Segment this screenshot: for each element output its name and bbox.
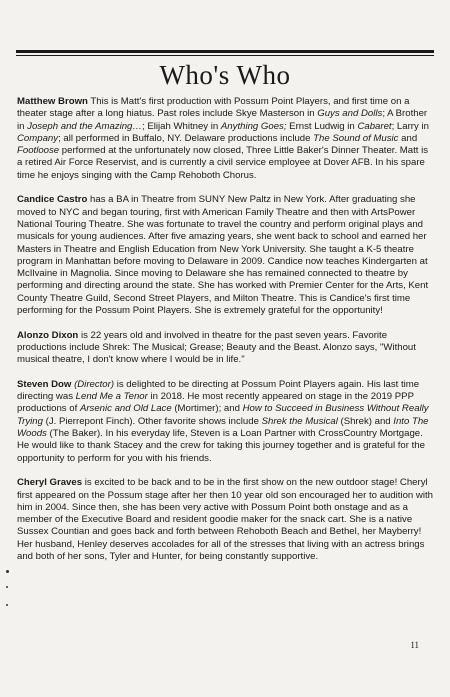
bio-text: (Mortimer); and (171, 403, 243, 415)
bio-name: Matthew Brown (17, 96, 88, 107)
bio-text: (The Baker). In his everyday life, Steven is a Loan Partner with CrossCountry Mortgage. He would like to thank Stacey and the crew for taking this journey together and is grateful for the opportunity to perform for you with his friends. (17, 428, 425, 464)
margin-dot (6, 604, 8, 606)
bio-text: This is Matt's first production with Possum Point Players, and first time on a theater stage after a long hiatus. Past roles include Skye Masterson in (17, 96, 410, 120)
bio-title-italic: Anything Goes; (220, 120, 287, 132)
bio-text: in 2018. He most recently appeared on stage in the 2019 PPP productions of (17, 391, 414, 415)
page-number: 11 (410, 640, 419, 650)
bio-text: is 22 years old and involved in theatre for the past seven years. Favorite productions include Shrek: The Musical; Grease; Beauty and the Beast. Alonzo says, "Without musical theatre, I don't know where I would be in life." (17, 329, 416, 366)
bio-text: ; A Brother in (17, 108, 428, 132)
bio-name: Candice Castro (17, 194, 88, 206)
bio-text: is delighted to be directing at Possum Point Players again. His last time directing was (17, 378, 420, 403)
bio-title-italic: The Sound of Music (313, 132, 399, 144)
bio-title-italic: Company (17, 132, 59, 144)
bio-text: (J. Pierrepont Finch). Other favorite shows include (42, 415, 262, 427)
bio-entry (17, 194, 435, 317)
bio-title-italic: Shrek the Musical (261, 415, 338, 427)
bio-title-italic: How to Succeed in Business Without Really Trying (17, 403, 429, 427)
margin-dot (6, 570, 9, 573)
bio-text: ; Elijah Whitney in (141, 120, 221, 132)
bio-title-italic: Guys and Dolls (317, 108, 383, 120)
bio-entry (17, 477, 435, 563)
bio-name: Alonzo Dixon (17, 329, 79, 341)
bio-entry (17, 379, 435, 465)
bio-text: ; Larry in (391, 120, 429, 132)
bio-name: Steven Dow (17, 378, 72, 390)
bio-entry (17, 330, 435, 367)
bio-title-italic: Into The Woods (17, 415, 429, 440)
bio-list (17, 96, 435, 576)
bio-title-italic: Cabaret (357, 120, 392, 132)
bio-text: ; all performed in Buffalo, NY. Delaware productions include (58, 132, 314, 144)
page-title: Who's Who (159, 60, 291, 90)
bio-title-italic: Joseph and the Amazing… (27, 120, 142, 132)
bio-name: Cheryl Graves (17, 477, 83, 489)
bio-text: is excited to be back and to be in the first show on the new outdoor stage! Cheryl first appeared on the Possum stage after her then 10 year old son encouraged her to audition with him in 2004. Since then, she has been very active with Possum Point both onstage and as a member of the Executive Board and resident goodie maker for the snack cart. She is a native Sussex Countian and goes back and forth between Rehoboth Beach and Bethel, her Mayberry! Her husband, Henley deserves accolades for all of the stresses that living with an actress brings and both of her sons, Tyler and Hunter, for being constantly supportive. (17, 477, 433, 562)
bio-text: (Shrek) and (337, 415, 394, 427)
bio-entry (17, 96, 435, 182)
bio-title-italic: Footloose (17, 145, 60, 157)
margin-dot (6, 586, 8, 588)
bio-text: Ernst Ludwig in (286, 120, 358, 132)
title-rule-thin (16, 55, 434, 56)
bio-title-italic: Arsenic and Old Lace (79, 403, 172, 415)
title-rule-thick (16, 50, 434, 53)
bio-text: has a BA in Theatre from SUNY New Paltz in New York. After graduating she moved to NYC and began touring, first with American Family Theatre and then with ArtsPower National Touring Theatre. She was fortunate to travel the country and perform original plays and musicals for young audiences. After five amazing years, she went back to school and earned her Masters in Theatre and English Education from New York University. She taught a K-5 theatre program in Manhattan before moving to Delaware in 2009. Candice now teaches Kindergarten at McIlvaine in Magnolia. Since moving to Delaware she has remained connected to theatre by performing and directing around the state. She has worked with Premier Center for the Arts, Kent County Theatre Guild, Second Street Players, and Milton Theatre. This is Candice's first time performing for the Possum Point Players. She is extremely grateful for the opportunity! (17, 194, 429, 317)
bio-text: performed at the unfortunately now closed, Three Little Baker's Dinner Theater. Matt is a retired Air Force Reservist, and is currently a civil service employee at Dover AFB. In his spare time he enjoys singing with the Camp Rehoboth Chorus. (17, 145, 429, 181)
bio-title-italic: (Director) (74, 378, 115, 390)
bio-title-italic: Lend Me a Tenor (75, 391, 148, 403)
bio-text: and (398, 132, 418, 144)
